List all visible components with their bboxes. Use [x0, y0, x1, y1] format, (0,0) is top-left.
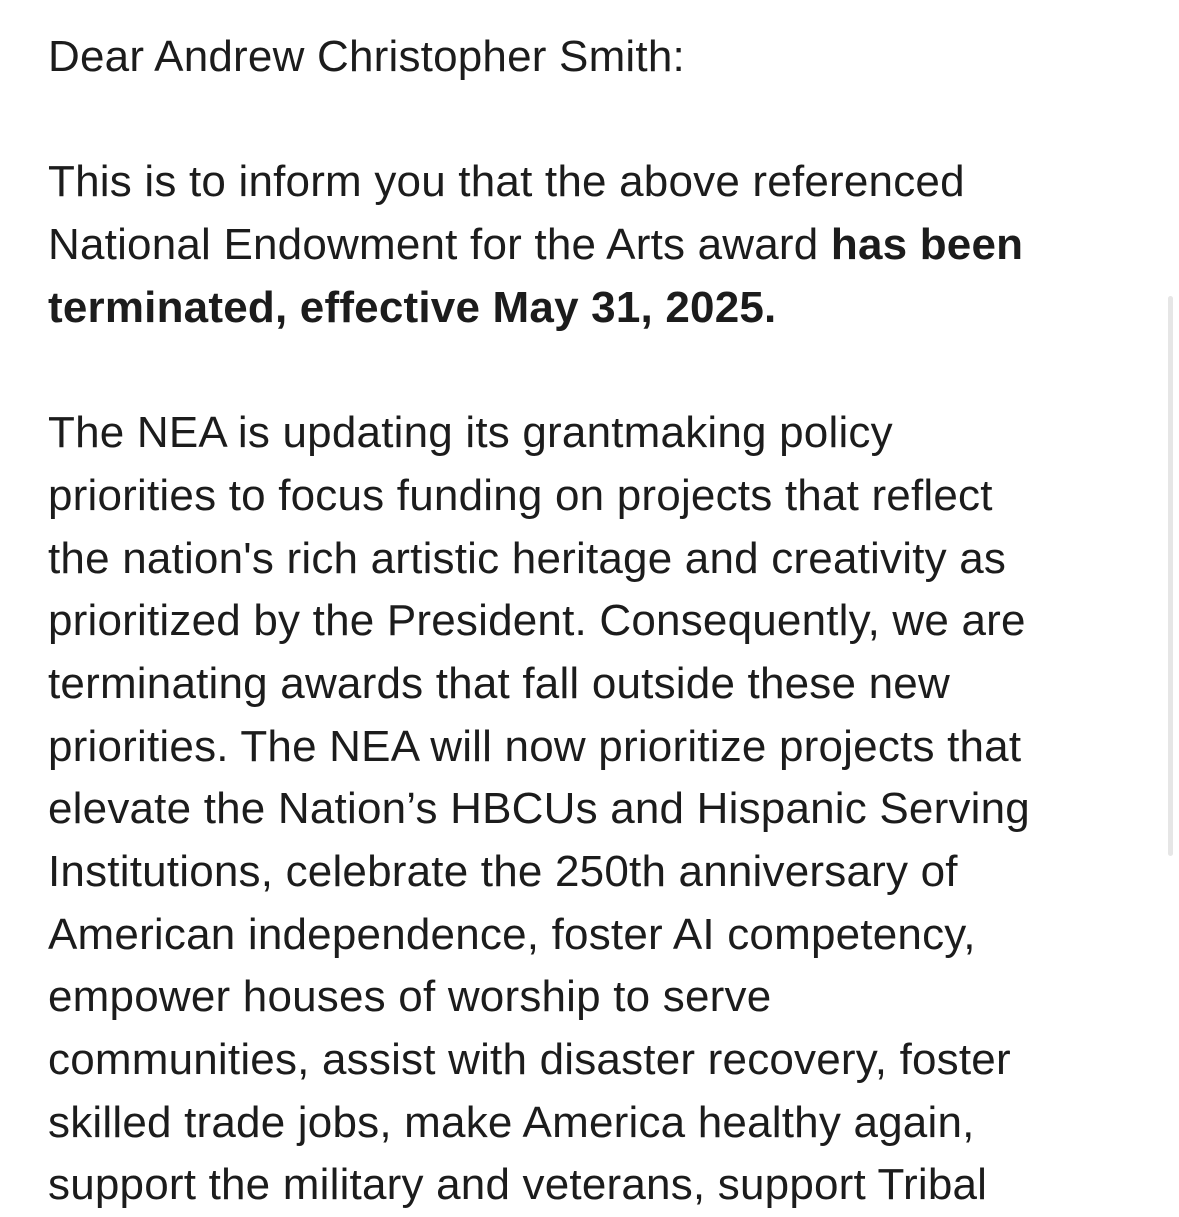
policy-paragraph-line: skilled trade jobs, make America healthy again, — [48, 1097, 975, 1147]
policy-paragraph-line: priorities. The NEA will now prioritize projects that — [48, 721, 1022, 771]
paragraph-spacer — [48, 339, 1153, 402]
policy-paragraph-line: Institutions, celebrate the 250th anniversary of — [48, 846, 958, 896]
policy-paragraph-line: elevate the Nation’s HBCUs and Hispanic Serving — [48, 784, 1030, 834]
policy-paragraph-line: terminating awards that fall outside these new — [48, 658, 950, 708]
policy-paragraph-line: priorities to focus funding on projects that reflect — [48, 470, 993, 520]
policy-paragraph-line: prioritized by the President. Consequently, we are — [48, 596, 1026, 646]
salutation: Dear Andrew Christopher Smith: — [48, 32, 685, 81]
scrollbar-thumb[interactable] — [1168, 296, 1173, 856]
policy-paragraph-line: communities, assist with disaster recovery, foster — [48, 1035, 1011, 1084]
paragraph-spacer — [48, 89, 1153, 152]
termination-notice-bold: has been — [830, 220, 1024, 270]
policy-paragraph-line: the nation's rich artistic heritage and creativity as — [48, 533, 1007, 583]
termination-effective-date: terminated, effective May 31, 2025. — [48, 282, 777, 332]
policy-paragraph-line-partial: support the military and veterans, support Tribal — [48, 1160, 988, 1210]
award-name-text: National Endowment for the Arts award — [48, 220, 831, 270]
policy-paragraph-line: empower houses of worship to serve — [48, 972, 772, 1022]
email-letter-text — [48, 26, 1153, 1217]
termination-paragraph-line: This is to inform you that the above referenced — [48, 157, 965, 207]
policy-paragraph-line: American independence, foster AI competency, — [48, 909, 976, 959]
policy-paragraph-line: The NEA is updating its grantmaking policy — [48, 408, 893, 458]
termination-paragraph-line — [48, 214, 1153, 277]
